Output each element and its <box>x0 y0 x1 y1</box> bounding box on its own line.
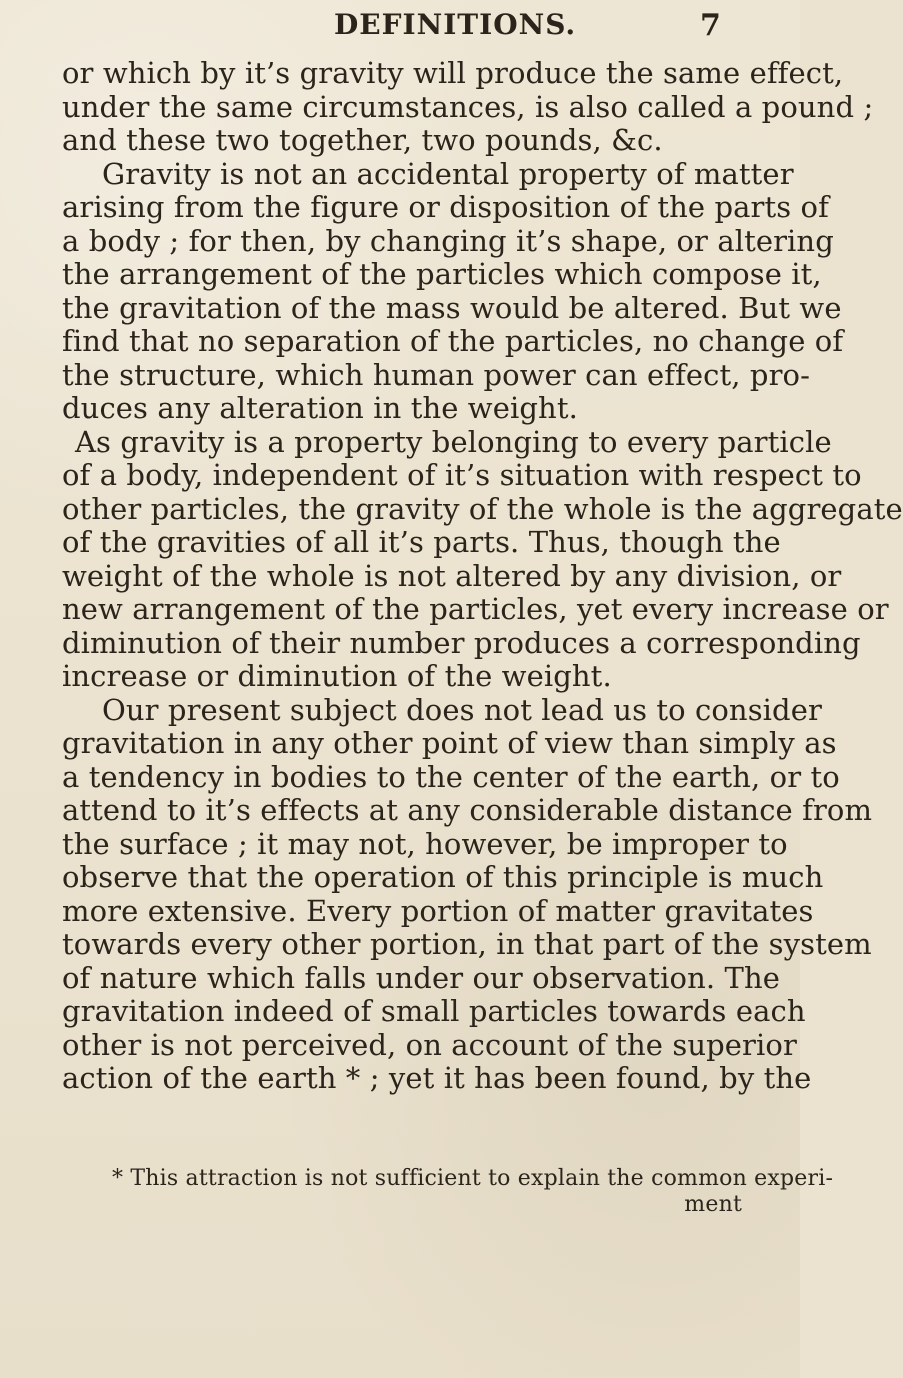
page-number: 7 <box>700 8 721 43</box>
text-line: of a body, independent of it’s situation with respect to <box>62 458 862 492</box>
page-header <box>0 8 800 48</box>
text-line: more extensive. Every portion of matter gravitates <box>62 893 814 928</box>
body-text <box>62 56 903 1096</box>
text-line: of nature which falls under our observation. The <box>62 960 781 995</box>
text-line: diminution of their number produces a corresponding <box>62 625 861 660</box>
text-line: under the same circumstances, is also called a pound ; <box>62 89 874 124</box>
text-line: of the gravities of all it’s parts. Thus, though the <box>62 525 781 559</box>
footnote-line: * This attraction is not sufficient to explain the common experi- <box>112 1166 834 1191</box>
text-line: increase or diminution of the weight. <box>62 659 612 693</box>
paragraph-start-line: Our present subject does not lead us to consider <box>102 692 822 727</box>
text-line: arising from the figure or disposition of the parts of <box>62 190 829 224</box>
text-line: towards every other portion, in that part of the system <box>62 927 872 961</box>
text-line: weight of the whole is not altered by any division, or <box>62 558 842 593</box>
paragraph-start-line: As gravity is a property belonging to every particle <box>75 424 832 459</box>
text-line: find that no separation of the particles, no change of <box>62 324 844 358</box>
text-line: the structure, which human power can effect, pro- <box>62 357 810 392</box>
text-line: duces any alteration in the weight. <box>62 391 578 425</box>
paragraph-start-line: Gravity is not an accidental property of matter <box>102 156 794 191</box>
text-line: attend to it’s effects at any considerable distance from <box>62 793 873 827</box>
footnote <box>92 1166 834 1218</box>
text-line: other is not perceived, on account of the superior <box>62 1027 797 1062</box>
text-line: or which by it’s gravity will produce the same effect, <box>62 56 844 90</box>
text-line: the arrangement of the particles which compose it, <box>62 257 822 291</box>
text-line: gravitation indeed of small particles towards each <box>62 994 806 1028</box>
text-line: and these two together, two pounds, &c. <box>62 123 663 157</box>
text-line: other particles, the gravity of the whole is the aggregate <box>62 491 903 526</box>
text-line: the gravitation of the mass would be altered. But we <box>62 290 842 325</box>
footnote-line: ment <box>684 1192 742 1217</box>
running-head: DEFINITIONS. <box>334 8 577 41</box>
text-line: action of the earth * ; yet it has been found, by the <box>62 1061 812 1095</box>
text-line: a tendency in bodies to the center of the earth, or to <box>62 759 840 794</box>
text-line: observe that the operation of this principle is much <box>62 860 824 894</box>
text-line: new arrangement of the particles, yet every increase or <box>62 592 889 626</box>
text-line: gravitation in any other point of view than simply as <box>62 726 837 760</box>
text-line: a body ; for then, by changing it’s shape, or altering <box>62 223 834 258</box>
text-line: the surface ; it may not, however, be improper to <box>62 826 788 861</box>
